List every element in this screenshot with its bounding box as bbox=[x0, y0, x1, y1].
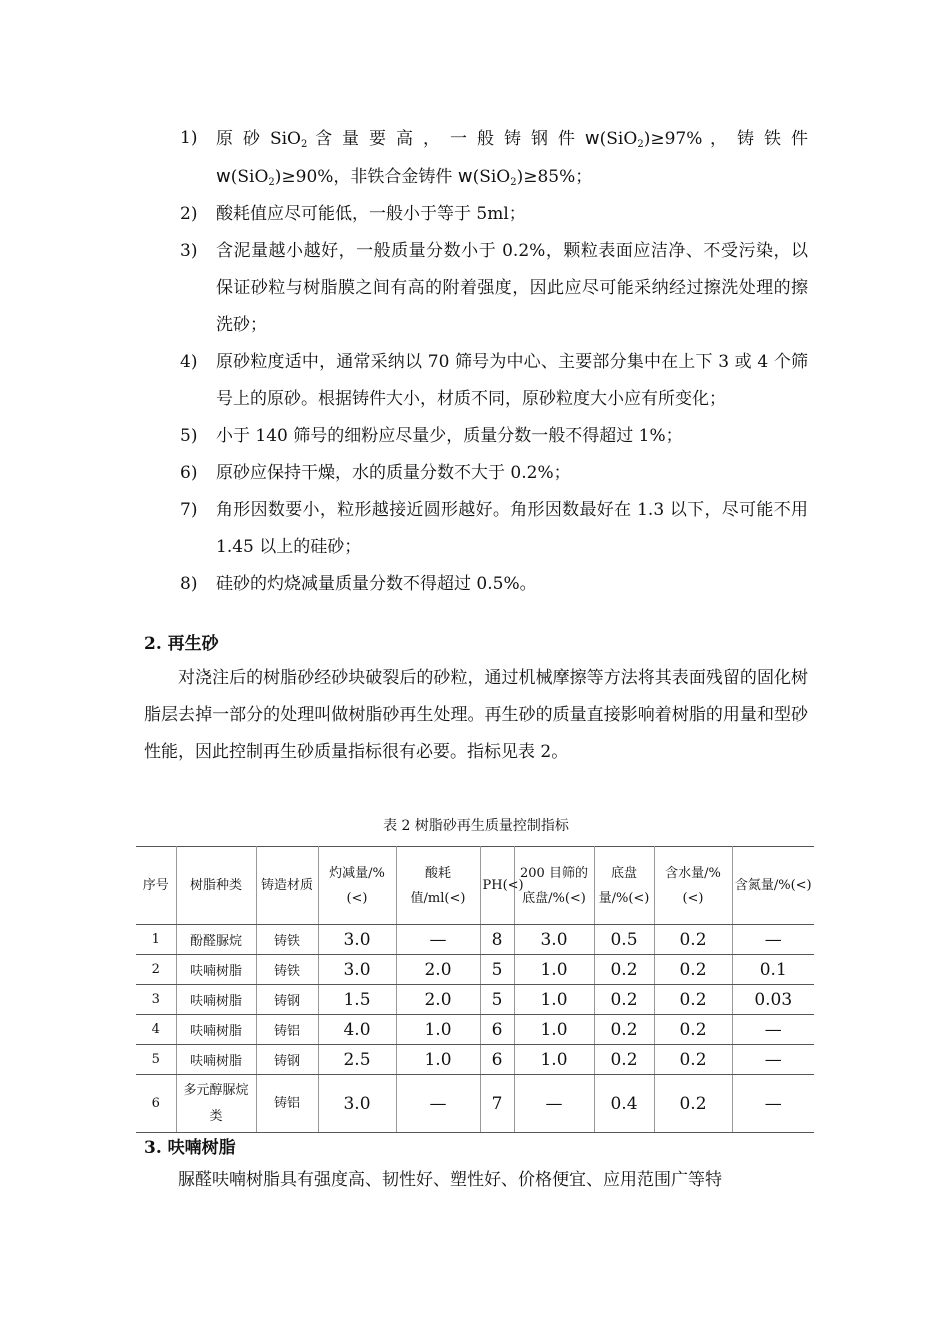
item-text: 原 砂 SiO$_2$ 含 量 要 高 ， 一 般 铸 钢 件 w(SiO$_2$)≥97% ， 铸 铁 件 w(SiO$_2$)≥90%，非铁合金铸件 w(SiO$_2$)≥85%； bbox=[216, 128, 808, 188]
table-cell: 6 bbox=[480, 1045, 514, 1075]
item-text: 小于 140 筛号的细粉应尽量少，质量分数一般不得超过 1%； bbox=[216, 426, 683, 446]
table-row bbox=[136, 955, 814, 985]
table-row bbox=[136, 1075, 814, 1133]
header-cell: 200 目筛的底盘/%(<) bbox=[514, 847, 594, 925]
table-cell: 5 bbox=[480, 955, 514, 985]
section-heading-recycled-sand: 2. 再生砂 bbox=[144, 634, 219, 654]
table-cell: 铸钢 bbox=[256, 985, 318, 1015]
table-header-row bbox=[136, 847, 814, 925]
table-cell: 0.5 bbox=[594, 925, 654, 955]
table-cell: 1.0 bbox=[514, 985, 594, 1015]
table-row bbox=[136, 985, 814, 1015]
table-cell: 0.2 bbox=[654, 1075, 732, 1133]
requirements-list bbox=[180, 120, 808, 603]
list-item bbox=[180, 566, 808, 603]
item-number: 6) bbox=[180, 463, 198, 483]
table-cell: 5 bbox=[136, 1045, 176, 1075]
table-cell: 呋喃树脂 bbox=[176, 1045, 256, 1075]
list-item bbox=[180, 492, 808, 566]
table-cell: 1.0 bbox=[396, 1015, 480, 1045]
table-cell: 0.2 bbox=[594, 1015, 654, 1045]
header-cell: 含水量/%(<) bbox=[654, 847, 732, 925]
table-cell: 4.0 bbox=[318, 1015, 396, 1045]
table-cell: 3.0 bbox=[318, 925, 396, 955]
item-text: 角形因数要小，粒形越接近圆形越好。角形因数最好在 1.3 以下，尽可能不用 1.45 以上的硅砂； bbox=[216, 500, 808, 557]
table-cell: 3.0 bbox=[318, 1075, 396, 1133]
item-text: 酸耗值应尽可能低，一般小于等于 5ml； bbox=[216, 204, 526, 224]
table-cell: 1 bbox=[136, 925, 176, 955]
quality-index-table bbox=[136, 846, 814, 1133]
table-cell: 2.5 bbox=[318, 1045, 396, 1075]
item-text: 原砂应保持干燥，水的质量分数不大于 0.2%； bbox=[216, 463, 571, 483]
item-number: 5) bbox=[180, 426, 198, 446]
table-cell: 8 bbox=[480, 925, 514, 955]
item-text: 硅砂的灼烧减量质量分数不得超过 0.5%。 bbox=[216, 574, 537, 594]
item-text: 含泥量越小越好，一般质量分数小于 0.2%，颗粒表面应洁净、不受污染，以保证砂粒与树脂膜之间有高的附着强度，因此应尽可能采纳经过擦洗处理的擦洗砂； bbox=[216, 241, 808, 335]
section-paragraph-furan-resin: 脲醛呋喃树脂具有强度高、韧性好、塑性好、价格便宜、应用范围广等特 bbox=[178, 1170, 722, 1190]
table-cell: 0.2 bbox=[654, 955, 732, 985]
table-cell: — bbox=[732, 1045, 814, 1075]
table-cell: 铸铝 bbox=[256, 1015, 318, 1045]
table-cell: 0.2 bbox=[654, 1045, 732, 1075]
table-cell: 1.0 bbox=[514, 1015, 594, 1045]
item-text: 原砂粒度适中，通常采纳以 70 筛号为中心、主要部分集中在上下 3 或 4 个筛号上的原砂。根据铸件大小，材质不同，原砂粒度大小应有所变化； bbox=[216, 352, 808, 409]
table-cell: 2 bbox=[136, 955, 176, 985]
table-cell: — bbox=[732, 1075, 814, 1133]
header-cell: 含氮量/%(<) bbox=[732, 847, 814, 925]
table-cell: 多元醇脲烷类 bbox=[176, 1075, 256, 1133]
table-caption: 表 2 树脂砂再生质量控制指标 bbox=[383, 818, 569, 834]
header-cell: 树脂种类 bbox=[176, 847, 256, 925]
table-cell: 2.0 bbox=[396, 955, 480, 985]
table-cell: 呋喃树脂 bbox=[176, 985, 256, 1015]
header-cell: 酸耗值/ml(<) bbox=[396, 847, 480, 925]
table-cell: — bbox=[514, 1075, 594, 1133]
table-cell: 铸钢 bbox=[256, 1045, 318, 1075]
item-number: 1) bbox=[180, 128, 198, 148]
table-cell: 0.03 bbox=[732, 985, 814, 1015]
table-cell: — bbox=[732, 1015, 814, 1045]
table-row bbox=[136, 1015, 814, 1045]
table-cell: 0.2 bbox=[594, 1045, 654, 1075]
item-number: 3) bbox=[180, 241, 198, 261]
table-cell: 0.2 bbox=[654, 985, 732, 1015]
table-cell: 5 bbox=[480, 985, 514, 1015]
table-cell: 3.0 bbox=[514, 925, 594, 955]
table-cell: 3 bbox=[136, 985, 176, 1015]
table-cell: 1.0 bbox=[396, 1045, 480, 1075]
table-cell: 0.4 bbox=[594, 1075, 654, 1133]
list-item bbox=[180, 418, 808, 455]
header-cell: 底盘量/%(<) bbox=[594, 847, 654, 925]
table-cell: 0.2 bbox=[654, 1015, 732, 1045]
list-item bbox=[180, 120, 808, 196]
section-paragraph-recycled-sand: 对浇注后的树脂砂经砂块破裂后的砂粒，通过机械摩擦等方法将其表面残留的固化树脂层去掉一部分的处理叫做树脂砂再生处理。再生砂的质量直接影响着树脂的用量和型砂性能，因此控制再生砂质量指标很有必要。指标见表 2。 bbox=[144, 668, 808, 762]
table-cell: 0.2 bbox=[594, 955, 654, 985]
item-number: 2) bbox=[180, 204, 198, 224]
section-heading-furan-resin: 3. 呋喃树脂 bbox=[144, 1138, 236, 1158]
header-cell: 灼减量/%(<) bbox=[318, 847, 396, 925]
table-cell: 酚醛脲烷 bbox=[176, 925, 256, 955]
table-cell: 呋喃树脂 bbox=[176, 955, 256, 985]
table-row bbox=[136, 1045, 814, 1075]
table-cell: 铸铝 bbox=[256, 1075, 318, 1133]
table-cell: 1.5 bbox=[318, 985, 396, 1015]
table-cell: 6 bbox=[480, 1015, 514, 1045]
header-cell: PH(<) bbox=[480, 847, 514, 925]
table-row bbox=[136, 925, 814, 955]
table-cell: 7 bbox=[480, 1075, 514, 1133]
table-cell: 4 bbox=[136, 1015, 176, 1045]
table-cell: 1.0 bbox=[514, 1045, 594, 1075]
table-cell: 6 bbox=[136, 1075, 176, 1133]
table-cell: — bbox=[396, 925, 480, 955]
table-cell: 2.0 bbox=[396, 985, 480, 1015]
table-cell: 0.1 bbox=[732, 955, 814, 985]
header-cell: 序号 bbox=[136, 847, 176, 925]
list-item bbox=[180, 233, 808, 344]
list-item bbox=[180, 344, 808, 418]
table-cell: 铸铁 bbox=[256, 955, 318, 985]
table-cell: — bbox=[732, 925, 814, 955]
item-number: 7) bbox=[180, 500, 198, 520]
item-number: 8) bbox=[180, 574, 198, 594]
table-cell: 1.0 bbox=[514, 955, 594, 985]
table-cell: 铸铁 bbox=[256, 925, 318, 955]
item-number: 4) bbox=[180, 352, 198, 372]
table-cell: — bbox=[396, 1075, 480, 1133]
table-cell: 3.0 bbox=[318, 955, 396, 985]
list-item bbox=[180, 196, 808, 233]
table-cell: 呋喃树脂 bbox=[176, 1015, 256, 1045]
table-cell: 0.2 bbox=[594, 985, 654, 1015]
header-cell: 铸造材质 bbox=[256, 847, 318, 925]
list-item bbox=[180, 455, 808, 492]
table-cell: 0.2 bbox=[654, 925, 732, 955]
